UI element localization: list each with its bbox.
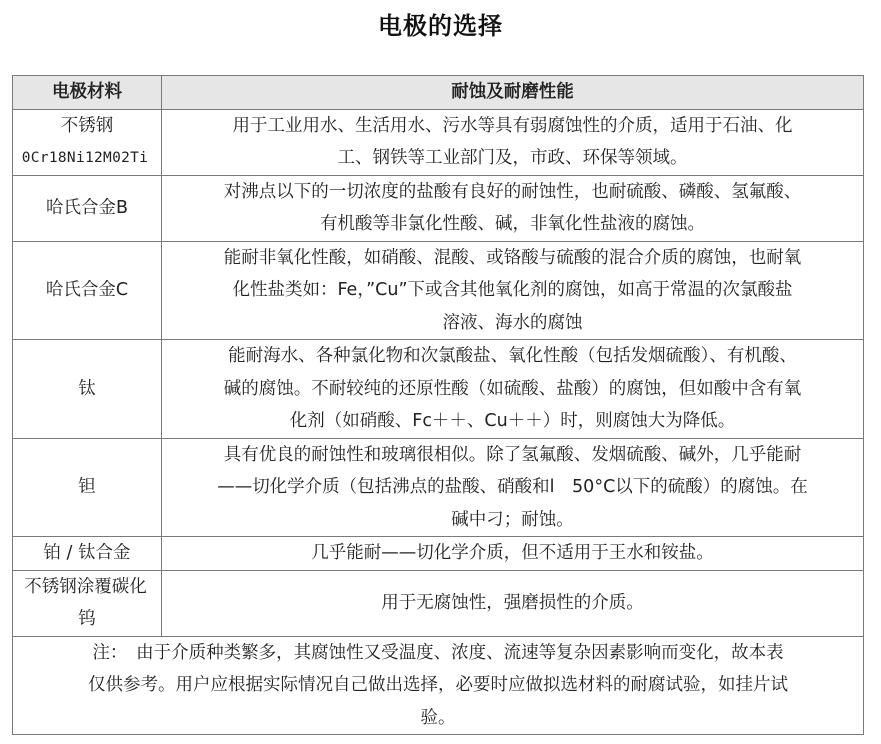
performance-line: 能耐非氧化性酸，如硝酸、混酸、或铬酸与硫酸的混合介质的腐蚀，也耐氧 — [223, 247, 802, 268]
material-name: 不锈钢 — [60, 115, 114, 136]
note-row — [13, 636, 864, 735]
table-row — [13, 537, 864, 571]
table-row — [13, 438, 864, 537]
material-cell — [13, 570, 162, 636]
material-cell — [13, 438, 162, 537]
performance-cell — [162, 438, 864, 537]
material-name: 钛 — [78, 378, 96, 399]
performance-cell — [162, 537, 864, 571]
performance-cell — [162, 570, 864, 636]
material-name: 哈氏合金C — [45, 280, 129, 300]
material-cell — [13, 175, 162, 241]
performance-line: ——切化学介质（包括沸点的盐酸、硝酸和l 50°C以下的硫酸）的腐蚀。在 — [217, 477, 808, 497]
material-cell — [13, 340, 162, 439]
note-line: 验。 — [420, 707, 456, 728]
performance-line: 工、钢铁等工业部门及，市政、环保等领域。 — [337, 148, 688, 168]
material-cell — [13, 537, 162, 571]
table-row — [13, 241, 864, 340]
material-cell — [13, 241, 162, 340]
material-name: 钽 — [78, 477, 96, 497]
table-row — [13, 109, 864, 175]
material-name: 铂 / 钛合金 — [43, 543, 131, 563]
material-grade: 0Cr18Ni12M02Ti — [21, 150, 149, 166]
note-cell — [13, 636, 864, 735]
performance-line: 有机酸等非氯化性酸、碱，非氧化性盐液的腐蚀。 — [320, 214, 705, 234]
performance-line: 具有优良的耐蚀性和玻璃很相似。除了氢氟酸、发烟硫酸、碱外，几乎能耐 — [223, 444, 802, 465]
page-title: 电极的选择 — [378, 12, 503, 40]
header-material: 电极材料 — [13, 76, 162, 110]
performance-line: 用于工业用水、生活用水、污水等具有弱腐蚀性的介质，适用于石油、化 — [232, 115, 793, 136]
performance-line: 能耐海水、各种氯化物和次氯酸盐、氧化性酸（包括发烟硫酸）、有机酸、 — [228, 346, 797, 366]
table-row — [13, 175, 864, 241]
performance-line: 用于无腐蚀性，强磨损性的介质。 — [381, 592, 644, 613]
material-cell — [13, 109, 162, 175]
electrode-selection-table — [12, 75, 864, 735]
table-row — [13, 340, 864, 439]
performance-line: 化性盐类如：Fe，”Cu”下或含其他氧化剂的腐蚀，如高于常温的次氯酸盐 — [232, 280, 793, 300]
table-row — [13, 570, 864, 636]
performance-line: 几乎能耐——切化学介质，但不适用于王水和铵盐。 — [311, 543, 714, 563]
material-name: 哈氏合金B — [45, 197, 128, 218]
performance-line: 碱中刁；耐蚀。 — [451, 509, 574, 530]
performance-line: 碱的腐蚀。不耐较纯的还原性酸（如硫酸、盐酸）的腐蚀，但如酸中含有氧 — [223, 378, 802, 399]
material-name: 不锈钢涂覆碳化 — [24, 576, 147, 597]
table-header-row — [13, 76, 864, 110]
note-line: 注： 由于介质种类繁多，其腐蚀性又受温度、浓度、流速等复杂因素影响而变化，故本表 — [92, 642, 784, 663]
performance-cell — [162, 109, 864, 175]
header-performance: 耐蚀及耐磨性能 — [162, 76, 864, 110]
performance-line: 对沸点以下的一切浓度的盐酸有良好的耐蚀性，也耐硫酸、磷酸、氢氟酸、 — [223, 181, 802, 202]
performance-cell — [162, 241, 864, 340]
material-name-cont: 钨 — [78, 609, 96, 629]
performance-line: 溶液、海水的腐蚀 — [442, 312, 583, 333]
performance-cell — [162, 340, 864, 439]
performance-cell — [162, 175, 864, 241]
performance-line: 化剂（如硝酸、Fc＋＋、Cu＋＋）时，则腐蚀大为降低。 — [289, 411, 736, 431]
note-line: 仅供参考。用户应根据实际情况自己做出选择，必要时应做拟选材料的耐腐试验，如挂片试 — [88, 675, 788, 695]
